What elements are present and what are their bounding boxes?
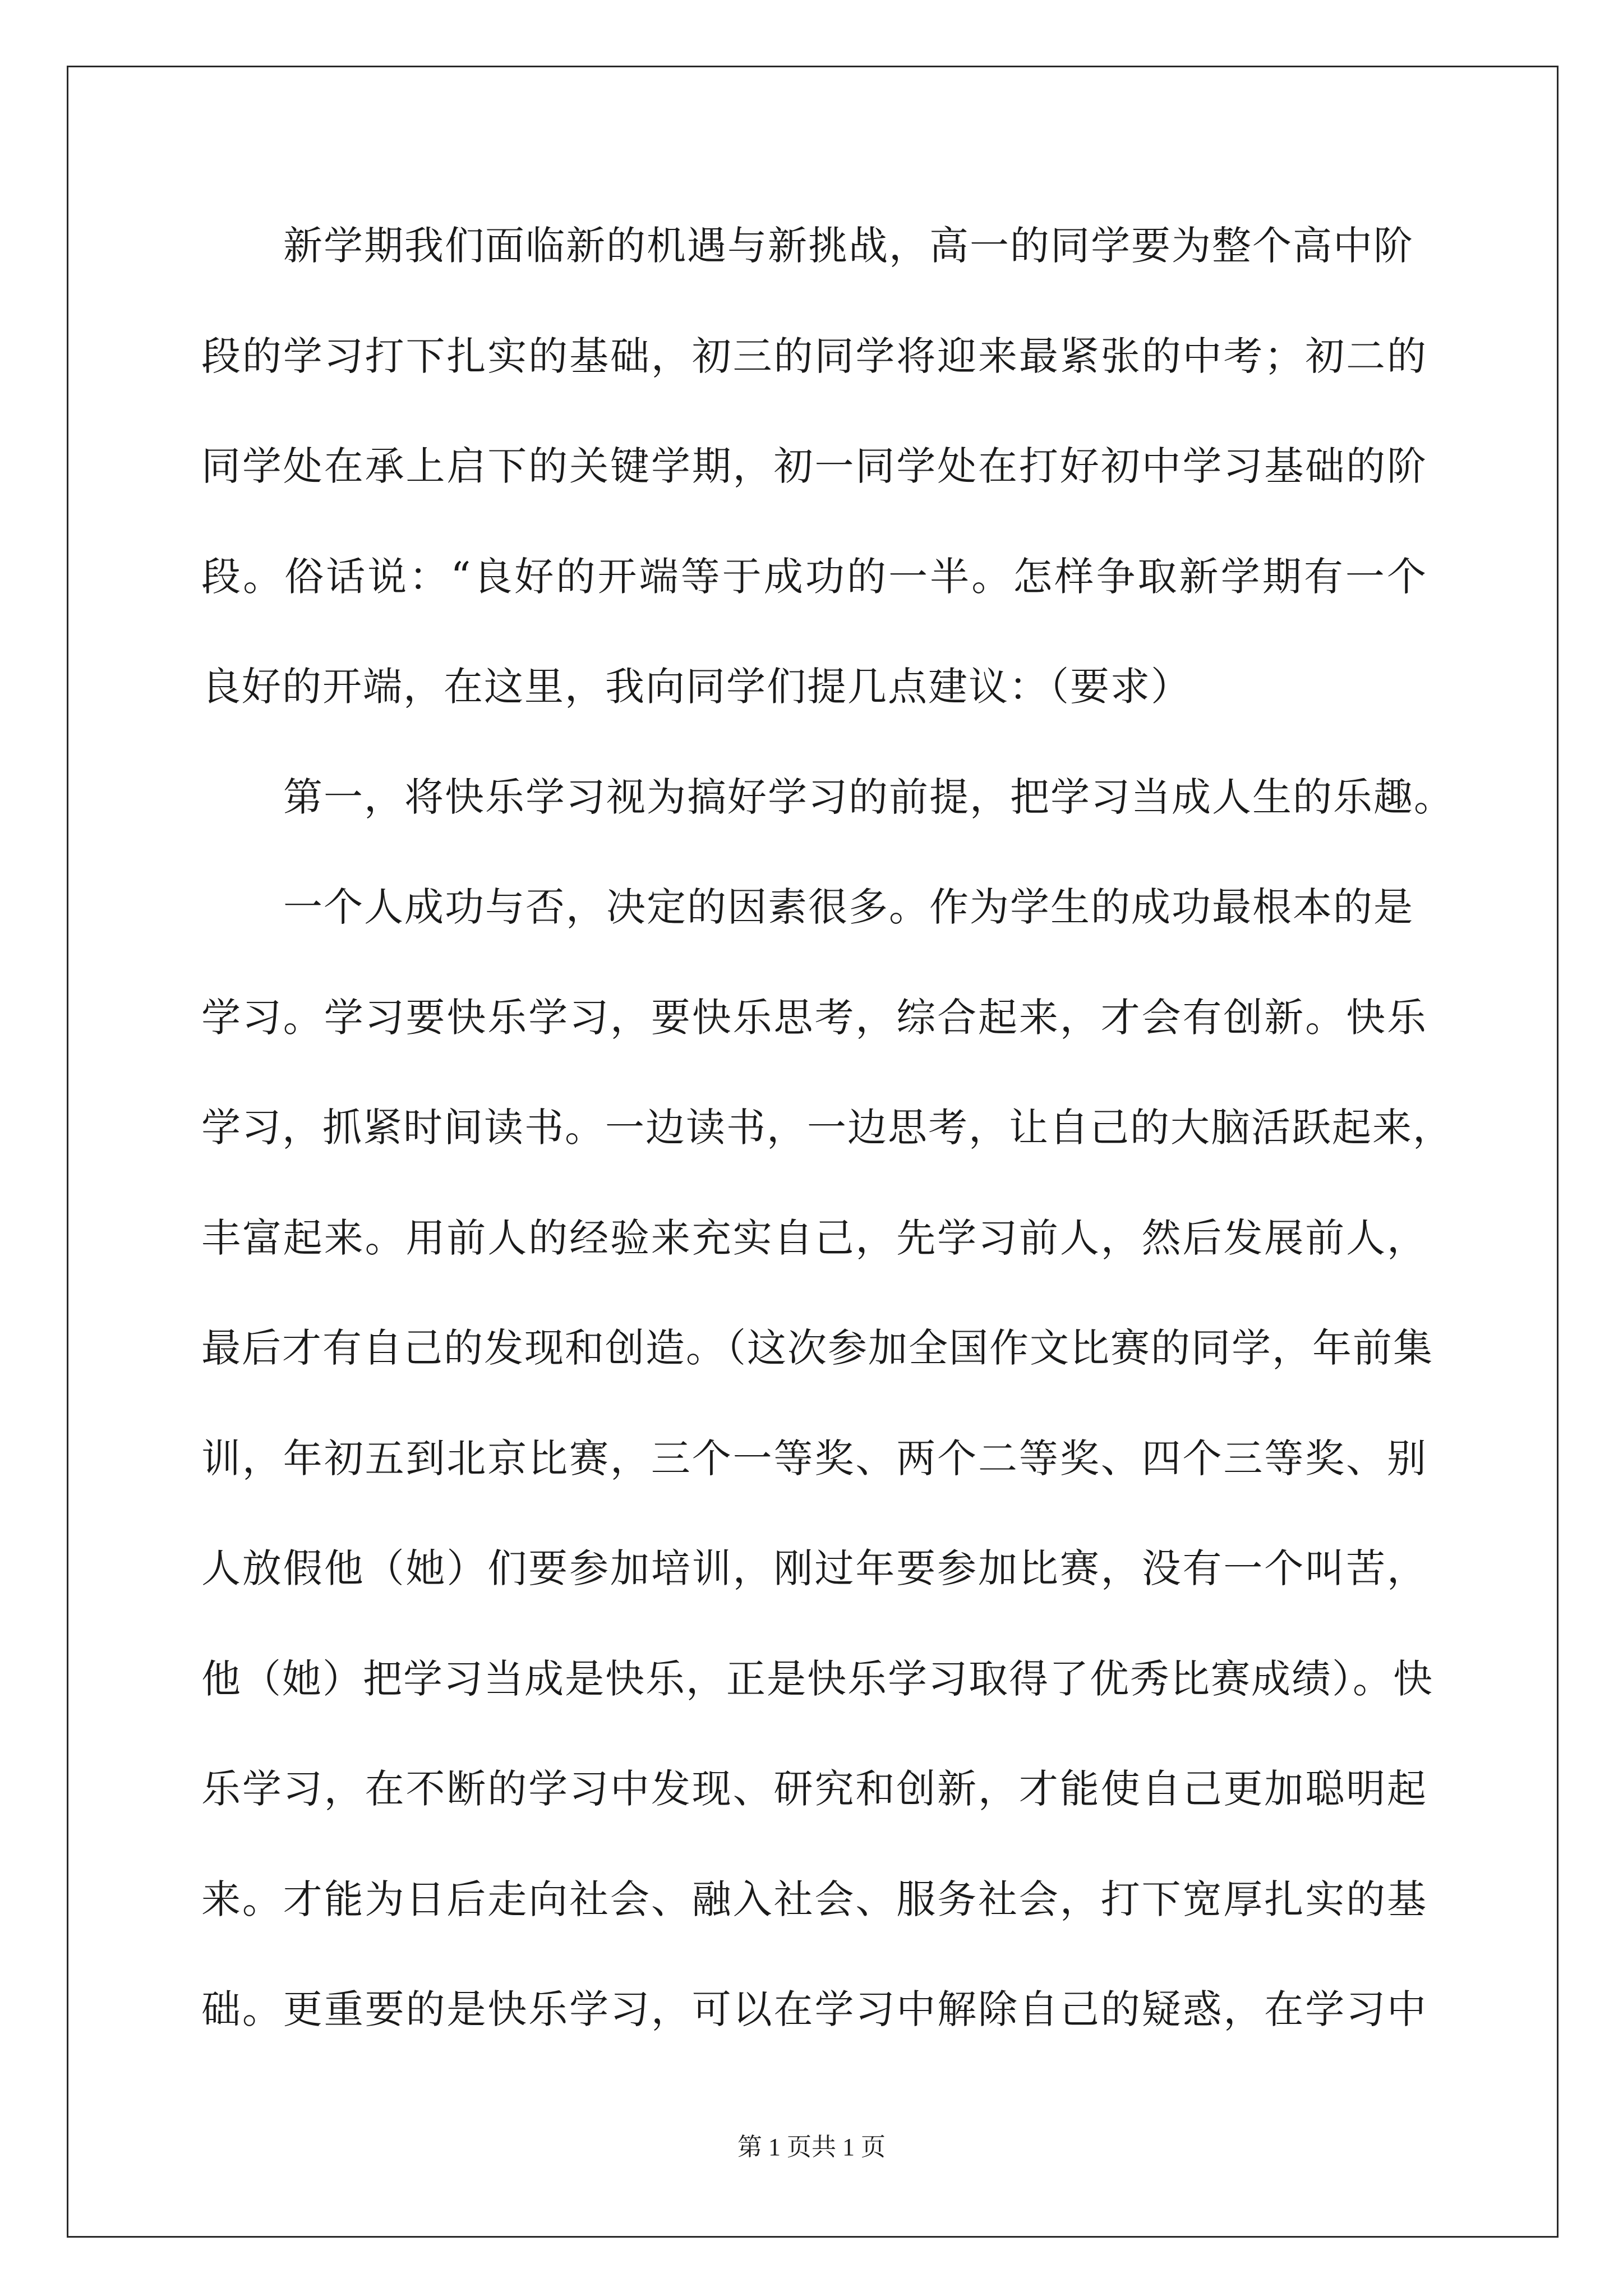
paragraph-line: 学习。学习要快乐学习，要快乐思考，综合起来，才会有创新。快乐 [201,994,1427,1041]
page-footer [0,2131,1623,2164]
paragraph-line: 同学处在承上启下的关键学期，初一同学处在打好初中学习基础的阶 [201,443,1427,489]
paragraph-line: 良好的开端，在这里，我向同学们提几点建议：（要求） [201,664,1191,710]
paragraph-line: 最后才有自己的发现和创造。（这次参加全国作文比赛的同学，年前集 [201,1325,1433,1371]
paragraph-line: 来。才能为日后走向社会、融入社会、服务社会，打下宽厚扎实的基 [201,1876,1427,1922]
paragraph-line: 他（她）把学习当成是快乐，正是快乐学习取得了优秀比赛成绩）。快 [201,1655,1433,1702]
paragraph-line: 丰富起来。用前人的经验来充实自己，先学习前人，然后发展前人， [201,1214,1427,1261]
page-number: 第 1 页 [737,2133,811,2161]
paragraph-line: 础。更重要的是快乐学习，可以在学习中解除自己的疑惑，在学习中 [201,1986,1427,2032]
paragraph-line: 训，年初五到北京比赛，三个一等奖、两个二等奖、四个三等奖、别 [201,1435,1427,1481]
paragraph-line: 段的学习打下扎实的基础，初三的同学将迎来最紧张的中考；初二的 [201,333,1427,379]
paragraph-line: 一个人成功与否，决定的因素很多。作为学生的成功最根本的是 [283,884,1414,930]
page-total: 共 1 页 [811,2133,886,2161]
paragraph-line: 新学期我们面临新的机遇与新挑战，高一的同学要为整个高中阶 [283,223,1414,269]
paragraph-line: 乐学习，在不断的学习中发现、研究和创新，才能使自己更加聪明起 [201,1766,1427,1812]
paragraph-line: 第一，将快乐学习视为搞好学习的前提，把学习当成人生的乐趣。 [283,774,1454,820]
paragraph-line: 人放假他（她）们要参加培训，刚过年要参加比赛，没有一个叫苦， [201,1545,1427,1591]
document-body [201,218,1454,2092]
paragraph-line: 段。俗话说：“良好的开端等于成功的一半。怎样争取新学期有一个 [201,553,1427,600]
paragraph-line: 学习，抓紧时间读书。一边读书，一边思考，让自己的大脑活跃起来， [201,1105,1453,1151]
